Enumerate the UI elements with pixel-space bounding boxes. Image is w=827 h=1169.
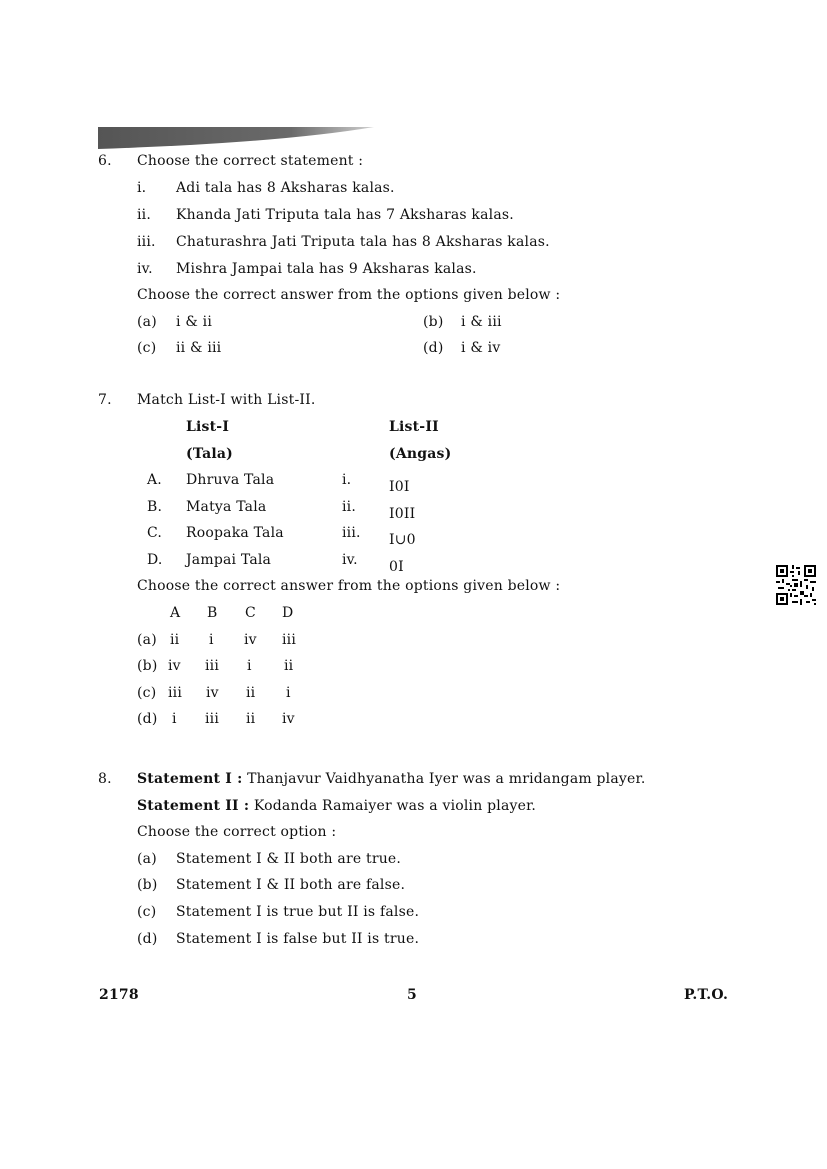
row-roman: i. <box>342 472 352 488</box>
option-value: i <box>247 658 252 674</box>
question-stem: Choose the correct statement : <box>137 153 364 169</box>
anga-symbol: I0I <box>389 479 410 495</box>
option-value: iii <box>205 711 220 727</box>
page-number: 5 <box>407 987 417 1003</box>
statement-number: iv. <box>137 261 153 277</box>
option-label: (a) <box>137 314 157 330</box>
answer-prompt: Choose the correct option : <box>137 824 337 840</box>
option-value: i <box>172 711 177 727</box>
option-value: iv <box>282 711 295 727</box>
column-header: A <box>170 605 181 621</box>
question-number: 8. <box>98 771 112 787</box>
statement-2-text: Kodanda Ramaiyer was a violin player. <box>253 798 537 814</box>
row-letter: C. <box>147 525 163 541</box>
anga-symbol: I0II <box>389 506 416 522</box>
answer-prompt: Choose the correct answer from the options given below : <box>137 578 561 594</box>
anga-symbol: I∪0 <box>389 532 416 548</box>
option-value: i <box>286 685 291 701</box>
statement-number: i. <box>137 180 147 196</box>
question-number: 6. <box>98 153 112 169</box>
tala-name: Roopaka Tala <box>186 525 284 541</box>
list2-subtitle: (Angas) <box>389 446 452 462</box>
option-text: i & iii <box>461 314 502 330</box>
option-text: Statement I & II both are true. <box>176 851 402 867</box>
option-value: ii <box>284 658 294 674</box>
statement-text: Adi tala has 8 Aksharas kalas. <box>176 180 395 196</box>
list1-title: List-I <box>186 419 230 435</box>
question-number: 7. <box>98 392 112 408</box>
tala-name: Jampai Tala <box>186 552 272 568</box>
option-label: (d) <box>137 931 158 947</box>
option-value: iii <box>205 658 220 674</box>
anga-symbol: 0I <box>389 559 404 575</box>
tala-name: Matya Tala <box>186 499 267 515</box>
option-label: (d) <box>423 340 444 356</box>
statement-number: ii. <box>137 207 152 223</box>
row-letter: B. <box>147 499 163 515</box>
row-letter: A. <box>147 472 162 488</box>
answer-prompt: Choose the correct answer from the options given below : <box>137 287 561 303</box>
statement-text: Khanda Jati Triputa tala has 7 Aksharas kalas. <box>176 207 514 223</box>
option-value: ii <box>246 685 256 701</box>
row-roman: ii. <box>342 499 357 515</box>
column-header: B <box>207 605 218 621</box>
option-value: ii <box>246 711 256 727</box>
header-bar <box>98 127 374 149</box>
statement-1 <box>137 770 646 788</box>
option-text: Statement I & II both are false. <box>176 877 406 893</box>
option-text: ii & iii <box>176 340 222 356</box>
option-text: Statement I is false but II is true. <box>176 931 420 947</box>
option-value: iv <box>168 658 181 674</box>
question-stem: Match List-I with List-II. <box>137 392 316 408</box>
list1-subtitle: (Tala) <box>186 446 233 462</box>
list2-title: List-II <box>389 419 439 435</box>
statement-2 <box>137 797 536 815</box>
option-text: i & iv <box>461 340 501 356</box>
statement-2-label: Statement II : <box>137 798 250 814</box>
option-label: (c) <box>137 685 157 701</box>
option-text: i & ii <box>176 314 212 330</box>
option-value: iii <box>168 685 183 701</box>
pto-label: P.T.O. <box>684 987 729 1003</box>
option-label: (a) <box>137 851 157 867</box>
row-roman: iii. <box>342 525 361 541</box>
paper-code: 2178 <box>99 987 139 1003</box>
qr-code-icon <box>776 565 816 605</box>
statement-text: Chaturashra Jati Triputa tala has 8 Aksharas kalas. <box>176 234 550 250</box>
option-value: iii <box>282 632 297 648</box>
statement-text: Mishra Jampai tala has 9 Aksharas kalas. <box>176 261 477 277</box>
option-label: (b) <box>423 314 444 330</box>
option-value: iv <box>206 685 219 701</box>
tala-name: Dhruva Tala <box>186 472 275 488</box>
column-header: D <box>282 605 294 621</box>
option-label: (c) <box>137 340 157 356</box>
statement-number: iii. <box>137 234 156 250</box>
option-value: iv <box>244 632 257 648</box>
option-label: (b) <box>137 658 158 674</box>
option-text: Statement I is true but II is false. <box>176 904 420 920</box>
statement-1-text: Thanjavur Vaidhyanatha Iyer was a mridangam player. <box>247 771 646 787</box>
row-letter: D. <box>147 552 163 568</box>
statement-1-label: Statement I : <box>137 771 243 787</box>
option-label: (b) <box>137 877 158 893</box>
option-label: (a) <box>137 632 157 648</box>
option-label: (d) <box>137 711 158 727</box>
column-header: C <box>245 605 256 621</box>
option-value: i <box>209 632 214 648</box>
row-roman: iv. <box>342 552 358 568</box>
option-value: ii <box>170 632 180 648</box>
option-label: (c) <box>137 904 157 920</box>
